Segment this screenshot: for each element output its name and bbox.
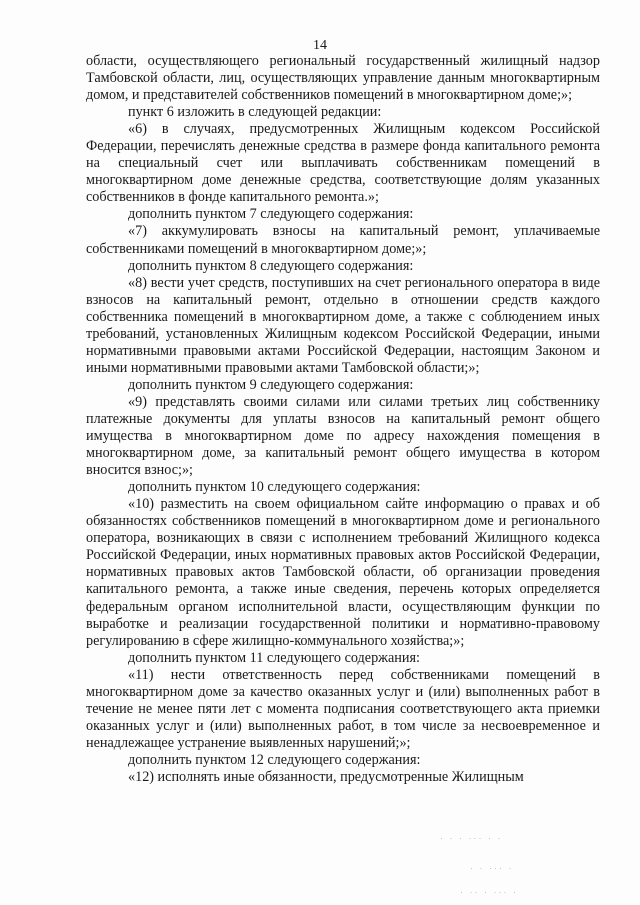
scan-noise-mark: · ·· · ··· · [460,887,518,897]
scan-noise-mark: · · ··· · [470,863,514,873]
paragraph-point-11: «11) нести ответственность перед собственниками помещений в многоквартирном доме за качество оказанных услуг и (или) выполненных работ в течение не менее пяти лет с момента подписания соответствующего акта приемки оказанных услуг и (или) выполненных работ, в том числе за несвоевременное и ненадлежащее устранение выявленных нарушений;»; [86,666,600,751]
paragraph-point-8: «8) вести учет средств, поступивших на счет регионального оператора в виде взносов на капитальный ремонт, отдельно в отношении средств каждого собственника помещений в многоквартирном доме, а также с соблюдением иных требований, установленных Жилищным кодексом Российской Федерации, иными нормативными правовыми актами Российской Федерации, настоящим Законом и иными нормативными правовыми актами Тамбовской области;»; [86,274,600,376]
paragraph-point-6: «6) в случаях, предусмотренных Жилищным кодексом Российской Федерации, перечислять денежные средства в размере фонда капитального ремонта на специальный счет или выплачивать собственникам помещений в многоквартирном доме денежные средства, соответствующие долям указанных собственников в фонде капитального ремонта.»; [86,121,600,206]
paragraph-point-10: «10) разместить на своем официальном сайте информацию о правах и об обязанностях собственников помещений в многоквартирном доме и регионального оператора, возникающих в связи с исполнением требований Жилищного кодекса Российской Федерации, иных нормативных правовых актов Российской Федерации, нормативных правовых актов Тамбовской области, об организации проведения капитального ремонта, а также иные сведения, перечень которых определяется федеральным органом исполнительной власти, осуществляющим функции по выработке и реализации государственной политики и нормативно-правовому регулированию в сфере жилищно-коммунального хозяйства;»; [86,496,600,649]
paragraph-instruction: дополнить пунктом 9 следующего содержания: [128,376,414,393]
paragraph-instruction: дополнить пунктом 7 следующего содержания: [128,206,414,223]
paragraph-instruction: дополнить пунктом 8 следующего содержания: [128,257,414,274]
paragraph-instruction: дополнить пунктом 11 следующего содержания: [128,649,420,666]
document-body [86,53,600,786]
paragraph-instruction: дополнить пунктом 10 следующего содержания: [128,479,421,496]
scan-noise-mark: · · · ··· · · [440,833,503,843]
paragraph-instruction: дополнить пунктом 12 следующего содержания: [128,751,421,768]
paragraph-point-9: «9) представлять своими силами или силами третьих лиц собственнику платежные документы для уплаты взносов на капитальный ремонт общего имущества в многоквартирном доме по адресу нахождения помещения в многоквартирном доме, за капитальный ремонт общего имущества в котором вносится взнос;»; [86,393,600,479]
paragraph-point-12: «12) исполнять иные обязанности, предусмотренные Жилищным [128,768,524,785]
paragraph-point-7: «7) аккумулировать взносы на капитальный ремонт, уплачиваемые собственниками помещений в многоквартирном доме;»; [86,223,600,257]
paragraph-continuation: области, осуществляющего региональный государственный жилищный надзор Тамбовской области, лиц, осуществляющих управление данным многоквартирным домом, и представителей собственников помещений в многоквартирном доме;»; [86,53,600,104]
page-number: 14 [313,38,327,53]
paragraph-instruction: пункт 6 изложить в следующей редакции: [128,104,382,121]
